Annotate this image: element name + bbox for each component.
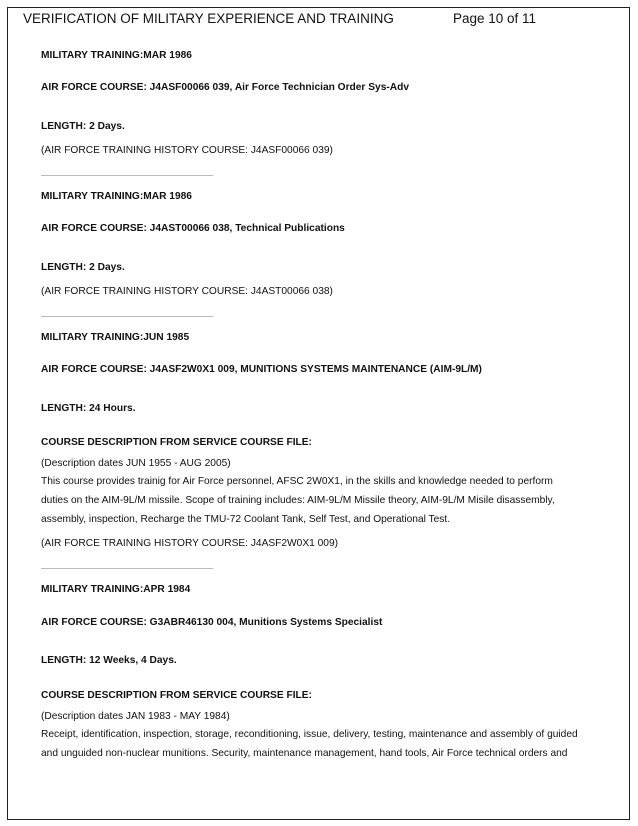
training-date: MILITARY TRAINING:MAR 1986 bbox=[41, 50, 192, 61]
description-dates: (Description dates JAN 1983 - MAY 1984) bbox=[41, 711, 230, 722]
description-line: assembly, inspection, Recharge the TMU-72 Coolant Tank, Self Test, and Operational Test. bbox=[41, 514, 451, 525]
course-length: LENGTH: 12 Weeks, 4 Days. bbox=[41, 655, 177, 666]
course-title: AIR FORCE COURSE: J4AST00066 038, Technical Publications bbox=[41, 223, 345, 234]
history-course: (AIR FORCE TRAINING HISTORY COURSE: J4AST00066 038) bbox=[41, 286, 333, 297]
training-date: MILITARY TRAINING:APR 1984 bbox=[41, 584, 191, 595]
description-heading: COURSE DESCRIPTION FROM SERVICE COURSE FILE: bbox=[41, 437, 312, 448]
training-date: MILITARY TRAINING:JUN 1985 bbox=[41, 332, 190, 343]
document-title: VERIFICATION OF MILITARY EXPERIENCE AND TRAINING bbox=[23, 11, 394, 26]
course-length: LENGTH: 2 Days. bbox=[41, 262, 125, 273]
description-dates: (Description dates JUN 1955 - AUG 2005) bbox=[41, 458, 231, 469]
description-line: Receipt, identification, inspection, storage, reconditioning, issue, delivery, testing, maintenance and assembly of guided bbox=[41, 729, 578, 740]
page-number: Page 10 of 11 bbox=[453, 11, 537, 26]
course-length: LENGTH: 24 Hours. bbox=[41, 403, 136, 414]
course-title: AIR FORCE COURSE: J4ASF00066 039, Air Force Technician Order Sys-Adv bbox=[41, 82, 409, 93]
description-heading: COURSE DESCRIPTION FROM SERVICE COURSE FILE: bbox=[41, 690, 312, 701]
course-length: LENGTH: 2 Days. bbox=[41, 121, 125, 132]
entry-separator bbox=[41, 316, 213, 317]
course-title: AIR FORCE COURSE: J4ASF2W0X1 009, MUNITIONS SYSTEMS MAINTENANCE (AIM-9L/M) bbox=[41, 364, 482, 375]
description-line: and unguided non-nuclear munitions. Security, maintenance management, hand tools, Air Force technical orders and bbox=[41, 748, 568, 759]
history-course: (AIR FORCE TRAINING HISTORY COURSE: J4ASF00066 039) bbox=[41, 145, 333, 156]
history-course: (AIR FORCE TRAINING HISTORY COURSE: J4ASF2W0X1 009) bbox=[41, 538, 339, 549]
description-line: duties on the AIM-9L/M missile. Scope of training includes: AIM-9L/M Missile theory, AIM-9L/M Misile disassembly, bbox=[41, 495, 555, 506]
training-date: MILITARY TRAINING:MAR 1986 bbox=[41, 191, 192, 202]
course-title: AIR FORCE COURSE: G3ABR46130 004, Munitions Systems Specialist bbox=[41, 617, 383, 628]
entry-separator bbox=[41, 568, 213, 569]
entry-separator bbox=[41, 175, 213, 176]
description-line: This course provides trainig for Air Force personnel, AFSC 2W0X1, in the skills and knowledge needed to perform bbox=[41, 476, 553, 487]
